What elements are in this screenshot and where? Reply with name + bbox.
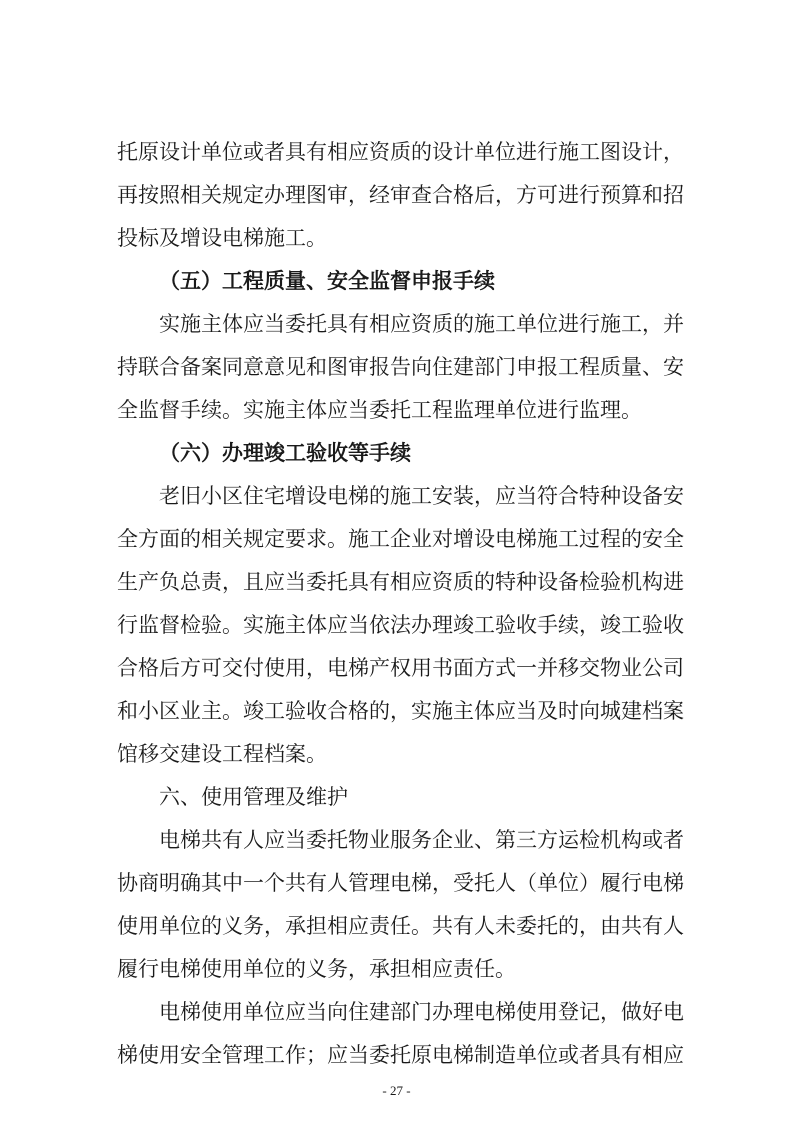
body-text-line: 行监督检验。实施主体应当依法办理竣工验收手续，竣工验收 bbox=[117, 613, 684, 637]
body-text-line: 投标及增设电梯施工。 bbox=[117, 226, 327, 250]
body-text-line: 再按照相关规定办理图审，经审查合格后，方可进行预算和招 bbox=[117, 183, 684, 207]
page-number: - 27 - bbox=[382, 1083, 411, 1098]
section-heading-5: （五）工程质量、安全监督申报手续 bbox=[159, 269, 495, 293]
body-text-line: 电梯使用单位应当向住建部门办理电梯使用登记，做好电 bbox=[159, 1000, 684, 1024]
body-text-line: 馆移交建设工程档案。 bbox=[117, 742, 327, 766]
body-text-line: 电梯共有人应当委托物业服务企业、第三方运检机构或者 bbox=[159, 828, 684, 852]
body-text-line: 全方面的相关规定要求。施工企业对增设电梯施工过程的安全 bbox=[117, 527, 684, 551]
body-text-line: 和小区业主。竣工验收合格的，实施主体应当及时向城建档案 bbox=[117, 699, 684, 723]
body-text-line: 使用单位的义务，承担相应责任。共有人未委托的，由共有人 bbox=[117, 914, 684, 938]
body-text-line: 梯使用安全管理工作；应当委托原电梯制造单位或者具有相应 bbox=[117, 1043, 684, 1067]
body-text-line: 合格后方可交付使用，电梯产权用书面方式一并移交物业公司 bbox=[117, 656, 684, 680]
body-text-line: 全监督手续。实施主体应当委托工程监理单位进行监理。 bbox=[117, 398, 642, 422]
body-text-line: 持联合备案同意意见和图审报告向住建部门申报工程质量、安 bbox=[117, 355, 684, 379]
body-text-line: 履行电梯使用单位的义务，承担相应责任。 bbox=[117, 957, 516, 981]
body-text-line: 托原设计单位或者具有相应资质的设计单位进行施工图设计， bbox=[117, 140, 684, 164]
body-text-line: 生产负总责，且应当委托具有相应资质的特种设备检验机构进 bbox=[117, 570, 684, 594]
body-text-line: 老旧小区住宅增设电梯的施工安装，应当符合特种设备安 bbox=[159, 484, 684, 508]
section-heading-6: （六）办理竣工验收等手续 bbox=[159, 441, 411, 465]
chapter-heading-6: 六、使用管理及维护 bbox=[159, 785, 348, 809]
body-text-line: 协商明确其中一个共有人管理电梯，受托人（单位）履行电梯 bbox=[117, 871, 684, 895]
body-text-line: 实施主体应当委托具有相应资质的施工单位进行施工，并 bbox=[159, 312, 684, 336]
